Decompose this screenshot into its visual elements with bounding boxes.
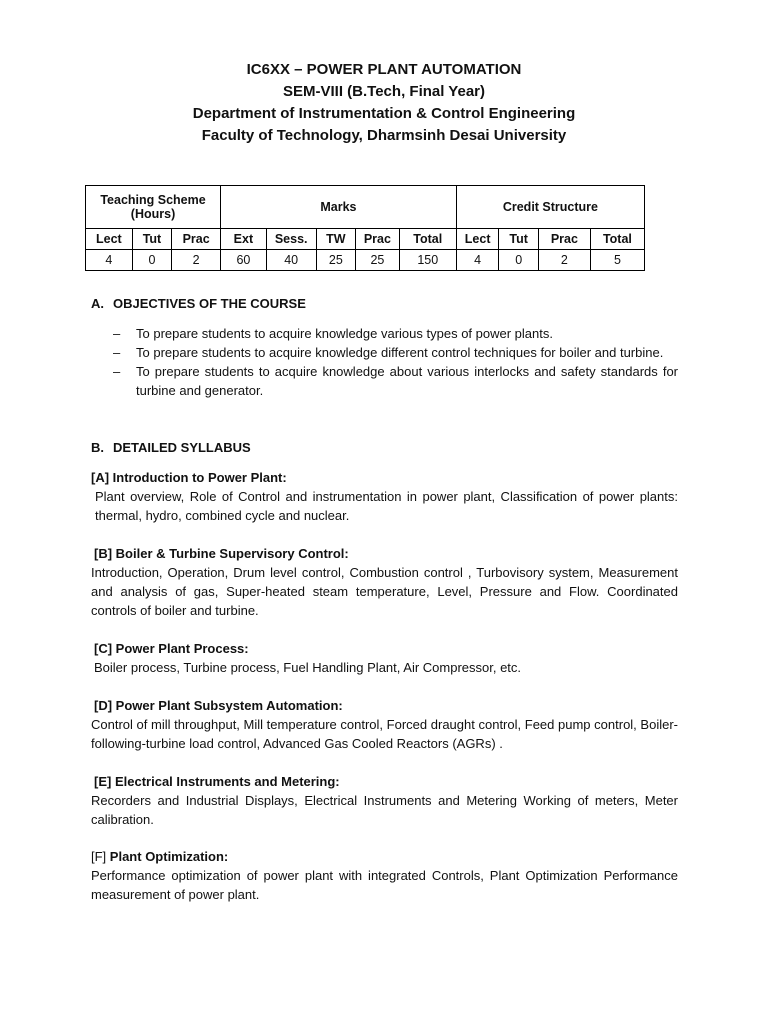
- unit-body: Boiler process, Turbine process, Fuel Handling Plant, Air Compressor, etc.: [94, 660, 522, 675]
- objectives-list: [91, 324, 678, 400]
- unit-b: [91, 544, 678, 620]
- objective-text: To prepare students to acquire knowledge about various interlocks and safety standards for turbine and generator.: [136, 364, 678, 398]
- table-cell: 2: [538, 250, 590, 271]
- unit-body: Recorders and Industrial Displays, Electrical Instruments and Metering Working of meters, Meter calibration.: [91, 793, 678, 827]
- col-header: Sess.: [266, 229, 316, 250]
- unit-code: [F]: [91, 849, 107, 864]
- col-header: Tut: [132, 229, 171, 250]
- dash-icon: –: [113, 345, 121, 360]
- unit-d: [91, 696, 678, 753]
- marks-header: Marks: [221, 186, 457, 229]
- table-cell: 25: [356, 250, 400, 271]
- unit-code: [D]: [94, 698, 113, 713]
- unit-body: Control of mill throughput, Mill temperature control, Forced draught control, Feed pump control, Boiler-following-turbine load control, Advanced Gas Cooled Reactors (AGRs) .: [91, 717, 678, 751]
- table-cell: 2: [172, 250, 221, 271]
- department-line: Department of Instrumentation & Control Engineering: [192, 105, 576, 122]
- teaching-scheme-table: [85, 185, 645, 271]
- dash-icon: –: [113, 326, 121, 341]
- faculty-line: Faculty of Technology, Dharmsinh Desai University: [201, 127, 567, 144]
- unit-title: Introduction to Power Plant:: [112, 470, 287, 485]
- section-heading: DETAILED SYLLABUS: [113, 440, 251, 455]
- unit-code: [E]: [94, 774, 112, 789]
- unit-a: [91, 468, 678, 525]
- col-header: Tut: [499, 229, 538, 250]
- unit-title: Boiler & Turbine Supervisory Control:: [115, 546, 349, 561]
- list-item: [91, 324, 678, 343]
- unit-title: Power Plant Subsystem Automation:: [115, 698, 343, 713]
- section-letter: A.: [91, 296, 104, 311]
- unit-title: Electrical Instruments and Metering:: [114, 774, 340, 789]
- table-cell: 60: [221, 250, 267, 271]
- col-header: Prac: [538, 229, 590, 250]
- col-header: Lect: [456, 229, 499, 250]
- list-item: [91, 362, 678, 400]
- objective-text: To prepare students to acquire knowledge different control techniques for boiler and turbine.: [136, 345, 664, 360]
- col-header: Prac: [356, 229, 400, 250]
- objectives-heading: [91, 296, 678, 311]
- section-letter: B.: [91, 440, 104, 455]
- table-cell: 4: [456, 250, 499, 271]
- col-header: Total: [590, 229, 644, 250]
- unit-body: Introduction, Operation, Drum level control, Combustion control , Turbovisory system, Measurement and analysis of gas, Super-heated steam temperature, Level, Pressure and Flow. Coordinated controls of boiler and turbine.: [91, 565, 678, 618]
- objective-text: To prepare students to acquire knowledge various types of power plants.: [136, 326, 553, 341]
- course-title: IC6XX – POWER PLANT AUTOMATION: [246, 61, 522, 78]
- unit-code: [A]: [91, 470, 110, 485]
- credit-structure-header: Credit Structure: [456, 186, 644, 229]
- table-cell: 25: [316, 250, 355, 271]
- teaching-scheme-header: Teaching Scheme (Hours): [86, 186, 221, 229]
- table-cell: 40: [266, 250, 316, 271]
- table-cell: 0: [499, 250, 538, 271]
- unit-body: Plant overview, Role of Control and instrumentation in power plant, Classification of power plants: thermal, hydro, combined cycle and nuclear.: [95, 489, 678, 523]
- unit-c: [91, 639, 678, 677]
- unit-body: Performance optimization of power plant with integrated Controls, Plant Optimization Performance measurement of power plant.: [91, 868, 678, 902]
- col-header: Prac: [172, 229, 221, 250]
- unit-e: [91, 772, 678, 829]
- dash-icon: –: [113, 364, 121, 379]
- unit-code: [C]: [94, 641, 113, 656]
- unit-title: Plant Optimization:: [109, 849, 229, 864]
- semester-line: SEM-VIII (B.Tech, Final Year): [283, 83, 485, 100]
- table-cell: 0: [132, 250, 171, 271]
- col-header: TW: [316, 229, 355, 250]
- table-cell: 4: [86, 250, 133, 271]
- col-header: Lect: [86, 229, 133, 250]
- list-item: [91, 343, 678, 362]
- unit-f: [91, 847, 678, 904]
- unit-code: [B]: [94, 546, 113, 561]
- document-header: [0, 59, 768, 147]
- syllabus-heading: [91, 440, 678, 455]
- section-heading: OBJECTIVES OF THE COURSE: [113, 296, 306, 311]
- objectives-list-wrap: [91, 324, 678, 400]
- table-cell: 5: [590, 250, 644, 271]
- table-cell: 150: [399, 250, 456, 271]
- col-header: Total: [399, 229, 456, 250]
- col-header: Ext: [221, 229, 267, 250]
- unit-title: Power Plant Process:: [115, 641, 249, 656]
